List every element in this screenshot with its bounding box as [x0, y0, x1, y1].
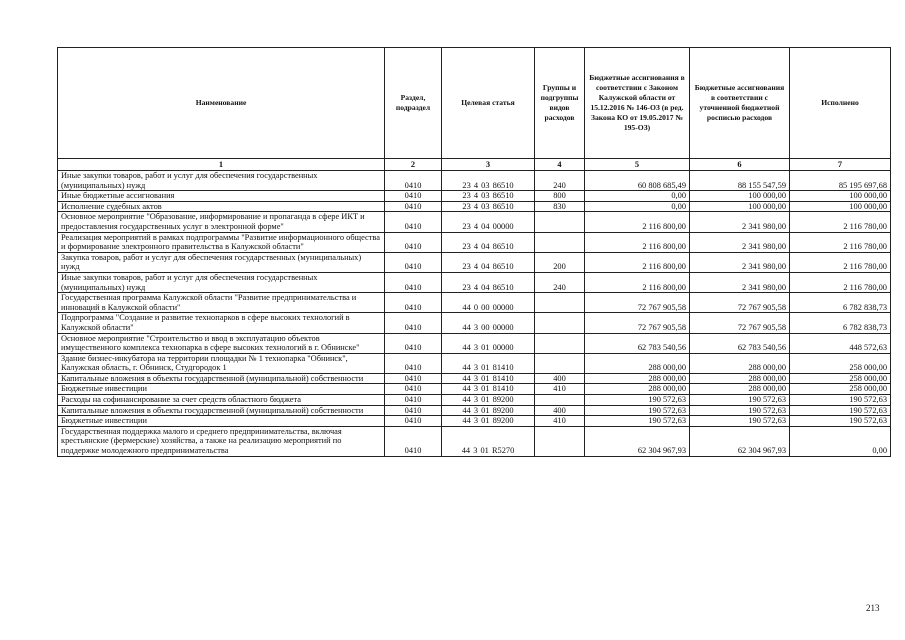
cell-name: Расходы на софинансирование за счет средств областного бюджета: [58, 395, 385, 406]
table-row: [58, 333, 891, 353]
cell-group: 400: [535, 405, 585, 416]
table-row: [58, 313, 891, 333]
cell-section: 0410: [385, 373, 442, 384]
cell-target: 23 4 04 86510: [442, 272, 535, 292]
cell-name: Реализация мероприятий в рамках подпрограммы "Развитие информационного общества и формирование электронного правительства в Калужской области": [58, 232, 385, 252]
table-row: [58, 405, 891, 416]
cell-section: 0410: [385, 333, 442, 353]
cell-target: 23 4 03 86510: [442, 191, 535, 202]
cell-group: 830: [535, 201, 585, 212]
cell-executed: 2 116 780,00: [790, 272, 891, 292]
cell-budget-refined: 62 783 540,56: [690, 333, 790, 353]
cell-executed: 190 572,63: [790, 395, 891, 406]
cell-budget-refined: 2 341 980,00: [690, 252, 790, 272]
cell-group: [535, 212, 585, 232]
cell-section: 0410: [385, 252, 442, 272]
cell-name: Иные закупки товаров, работ и услуг для обеспечения государственных (муниципальных) нужд: [58, 171, 385, 191]
cell-section: 0410: [385, 212, 442, 232]
header-section: Раздел, подраздел: [385, 48, 442, 159]
table-row: [58, 201, 891, 212]
cell-name: Бюджетные инвестиции: [58, 384, 385, 395]
cell-budget-law: 190 572,63: [585, 405, 690, 416]
cell-budget-law: 2 116 800,00: [585, 252, 690, 272]
cell-section: 0410: [385, 353, 442, 373]
cell-budget-law: 62 304 967,93: [585, 426, 690, 456]
cell-section: 0410: [385, 426, 442, 456]
cell-name: Бюджетные инвестиции: [58, 416, 385, 427]
table-row: [58, 373, 891, 384]
header-groups: Группы и подгруппы видов расходов: [535, 48, 585, 159]
column-number: 2: [385, 159, 442, 171]
cell-budget-law: 288 000,00: [585, 353, 690, 373]
cell-budget-refined: 88 155 547,59: [690, 171, 790, 191]
cell-executed: 0,00: [790, 426, 891, 456]
cell-group: 400: [535, 373, 585, 384]
page-number: 213: [866, 603, 880, 613]
cell-section: 0410: [385, 395, 442, 406]
cell-group: 800: [535, 191, 585, 202]
cell-executed: 2 116 780,00: [790, 252, 891, 272]
cell-target: 23 4 03 86510: [442, 171, 535, 191]
cell-executed: 258 000,00: [790, 353, 891, 373]
cell-name: Государственная программа Калужской области "Развитие предпринимательства и инноваций в Калужской области": [58, 293, 385, 313]
column-number: 6: [690, 159, 790, 171]
cell-section: 0410: [385, 171, 442, 191]
table-row: [58, 212, 891, 232]
cell-target: 23 4 04 86510: [442, 232, 535, 252]
table-row: [58, 191, 891, 202]
cell-section: 0410: [385, 313, 442, 333]
cell-section: 0410: [385, 191, 442, 202]
cell-target: 44 3 01 00000: [442, 333, 535, 353]
cell-target: 23 4 04 86510: [442, 252, 535, 272]
cell-executed: 6 782 838,73: [790, 293, 891, 313]
cell-section: 0410: [385, 384, 442, 395]
cell-name: Основное мероприятие "Образование, информирование и пропаганда в сфере ИКТ и предоставления государственных услуг в электронной форме": [58, 212, 385, 232]
cell-budget-law: 190 572,63: [585, 416, 690, 427]
cell-budget-law: 288 000,00: [585, 384, 690, 395]
cell-budget-law: 72 767 905,58: [585, 293, 690, 313]
column-number: 7: [790, 159, 891, 171]
cell-name: Иные закупки товаров, работ и услуг для обеспечения государственных (муниципальных) нужд: [58, 272, 385, 292]
cell-target: 44 3 01 89200: [442, 416, 535, 427]
cell-name: Здание бизнес-инкубатора на территории площадки № 1 технопарка "Обнинск", Калужская область, г. Обнинск, Студгородок 1: [58, 353, 385, 373]
cell-budget-law: 0,00: [585, 201, 690, 212]
cell-section: 0410: [385, 405, 442, 416]
table-row: [58, 252, 891, 272]
table-row: [58, 384, 891, 395]
cell-budget-refined: 190 572,63: [690, 405, 790, 416]
cell-executed: 100 000,00: [790, 201, 891, 212]
cell-target: 44 3 01 89200: [442, 395, 535, 406]
cell-executed: 6 782 838,73: [790, 313, 891, 333]
cell-group: [535, 313, 585, 333]
cell-budget-refined: 62 304 967,93: [690, 426, 790, 456]
table-body: [58, 171, 891, 457]
cell-budget-refined: 72 767 905,58: [690, 313, 790, 333]
cell-target: 44 3 01 81410: [442, 384, 535, 395]
cell-name: Капитальные вложения в объекты государственной (муниципальной) собственности: [58, 405, 385, 416]
cell-budget-refined: 288 000,00: [690, 373, 790, 384]
cell-budget-refined: 2 341 980,00: [690, 212, 790, 232]
cell-budget-law: 2 116 800,00: [585, 232, 690, 252]
header-budget-law: Бюджетные ассигнования в соответствии с Законом Калужской области от 15.12.2016 № 146-ОЗ (в ред. Закона КО от 19.05.2017 № 195-ОЗ): [585, 48, 690, 159]
cell-budget-law: 0,00: [585, 191, 690, 202]
table-row: [58, 293, 891, 313]
table-row: [58, 272, 891, 292]
cell-budget-refined: 2 341 980,00: [690, 232, 790, 252]
cell-name: Государственная поддержка малого и среднего предпринимательства, включая крестьянские (фермерские) хозяйства, а также на реализацию мероприятий по поддержке молодежного предпринимательства: [58, 426, 385, 456]
cell-section: 0410: [385, 416, 442, 427]
table-row: [58, 395, 891, 406]
cell-budget-refined: 288 000,00: [690, 384, 790, 395]
cell-name: Подпрограмма "Создание и развитие технопарков в сфере высоких технологий в Калужской области": [58, 313, 385, 333]
cell-target: 44 3 01 81410: [442, 373, 535, 384]
cell-section: 0410: [385, 232, 442, 252]
cell-target: 23 4 03 86510: [442, 201, 535, 212]
table-row: [58, 416, 891, 427]
cell-executed: 2 116 780,00: [790, 212, 891, 232]
column-number: 3: [442, 159, 535, 171]
cell-executed: 190 572,63: [790, 405, 891, 416]
cell-target: 44 0 00 00000: [442, 293, 535, 313]
cell-name: Капитальные вложения в объекты государственной (муниципальной) собственности: [58, 373, 385, 384]
cell-executed: 448 572,63: [790, 333, 891, 353]
cell-budget-refined: 100 000,00: [690, 191, 790, 202]
budget-table: [57, 47, 891, 457]
cell-budget-refined: 72 767 905,58: [690, 293, 790, 313]
table-row: [58, 426, 891, 456]
cell-budget-law: 2 116 800,00: [585, 212, 690, 232]
cell-executed: 190 572,63: [790, 416, 891, 427]
cell-group: [535, 293, 585, 313]
cell-budget-refined: 190 572,63: [690, 416, 790, 427]
cell-group: [535, 426, 585, 456]
column-number-row: [58, 159, 891, 171]
cell-section: 0410: [385, 201, 442, 212]
cell-budget-refined: 2 341 980,00: [690, 272, 790, 292]
cell-budget-law: 62 783 540,56: [585, 333, 690, 353]
column-number: 1: [58, 159, 385, 171]
cell-target: 44 3 01 89200: [442, 405, 535, 416]
column-number: 4: [535, 159, 585, 171]
cell-target: 44 3 01 R5270: [442, 426, 535, 456]
cell-group: [535, 333, 585, 353]
cell-budget-refined: 190 572,63: [690, 395, 790, 406]
cell-group: 200: [535, 252, 585, 272]
cell-budget-law: 288 000,00: [585, 373, 690, 384]
cell-budget-law: 60 808 685,49: [585, 171, 690, 191]
cell-name: Исполнение судебных актов: [58, 201, 385, 212]
cell-section: 0410: [385, 272, 442, 292]
cell-group: 240: [535, 272, 585, 292]
table-row: [58, 353, 891, 373]
cell-executed: 258 000,00: [790, 384, 891, 395]
table-row: [58, 232, 891, 252]
header-target: Целевая статья: [442, 48, 535, 159]
column-number: 5: [585, 159, 690, 171]
cell-executed: 2 116 780,00: [790, 232, 891, 252]
cell-target: 44 3 00 00000: [442, 313, 535, 333]
cell-group: [535, 395, 585, 406]
cell-budget-law: 2 116 800,00: [585, 272, 690, 292]
cell-group: [535, 232, 585, 252]
cell-name: Иные бюджетные ассигнования: [58, 191, 385, 202]
cell-group: 240: [535, 171, 585, 191]
cell-group: 410: [535, 416, 585, 427]
cell-name: Закупка товаров, работ и услуг для обеспечения государственных (муниципальных) нужд: [58, 252, 385, 272]
header-row: [58, 48, 891, 159]
header-name: Наименование: [58, 48, 385, 159]
cell-executed: 100 000,00: [790, 191, 891, 202]
cell-executed: 85 195 697,68: [790, 171, 891, 191]
header-budget-refined: Бюджетные ассигнования в соответствии с уточненной бюджетной росписью расходов: [690, 48, 790, 159]
cell-budget-refined: 288 000,00: [690, 353, 790, 373]
cell-name: Основное мероприятие "Строительство и ввод в эксплуатацию объектов имущественного комплекса технопарка в сфере высоких технологий в г. Обнинске": [58, 333, 385, 353]
cell-budget-law: 72 767 905,58: [585, 313, 690, 333]
cell-target: 44 3 01 81410: [442, 353, 535, 373]
cell-budget-law: 190 572,63: [585, 395, 690, 406]
cell-executed: 258 000,00: [790, 373, 891, 384]
table-row: [58, 171, 891, 191]
cell-group: 410: [535, 384, 585, 395]
cell-budget-refined: 100 000,00: [690, 201, 790, 212]
header-executed: Исполнено: [790, 48, 891, 159]
cell-group: [535, 353, 585, 373]
cell-section: 0410: [385, 293, 442, 313]
cell-target: 23 4 04 00000: [442, 212, 535, 232]
budget-table-page: [57, 47, 890, 457]
